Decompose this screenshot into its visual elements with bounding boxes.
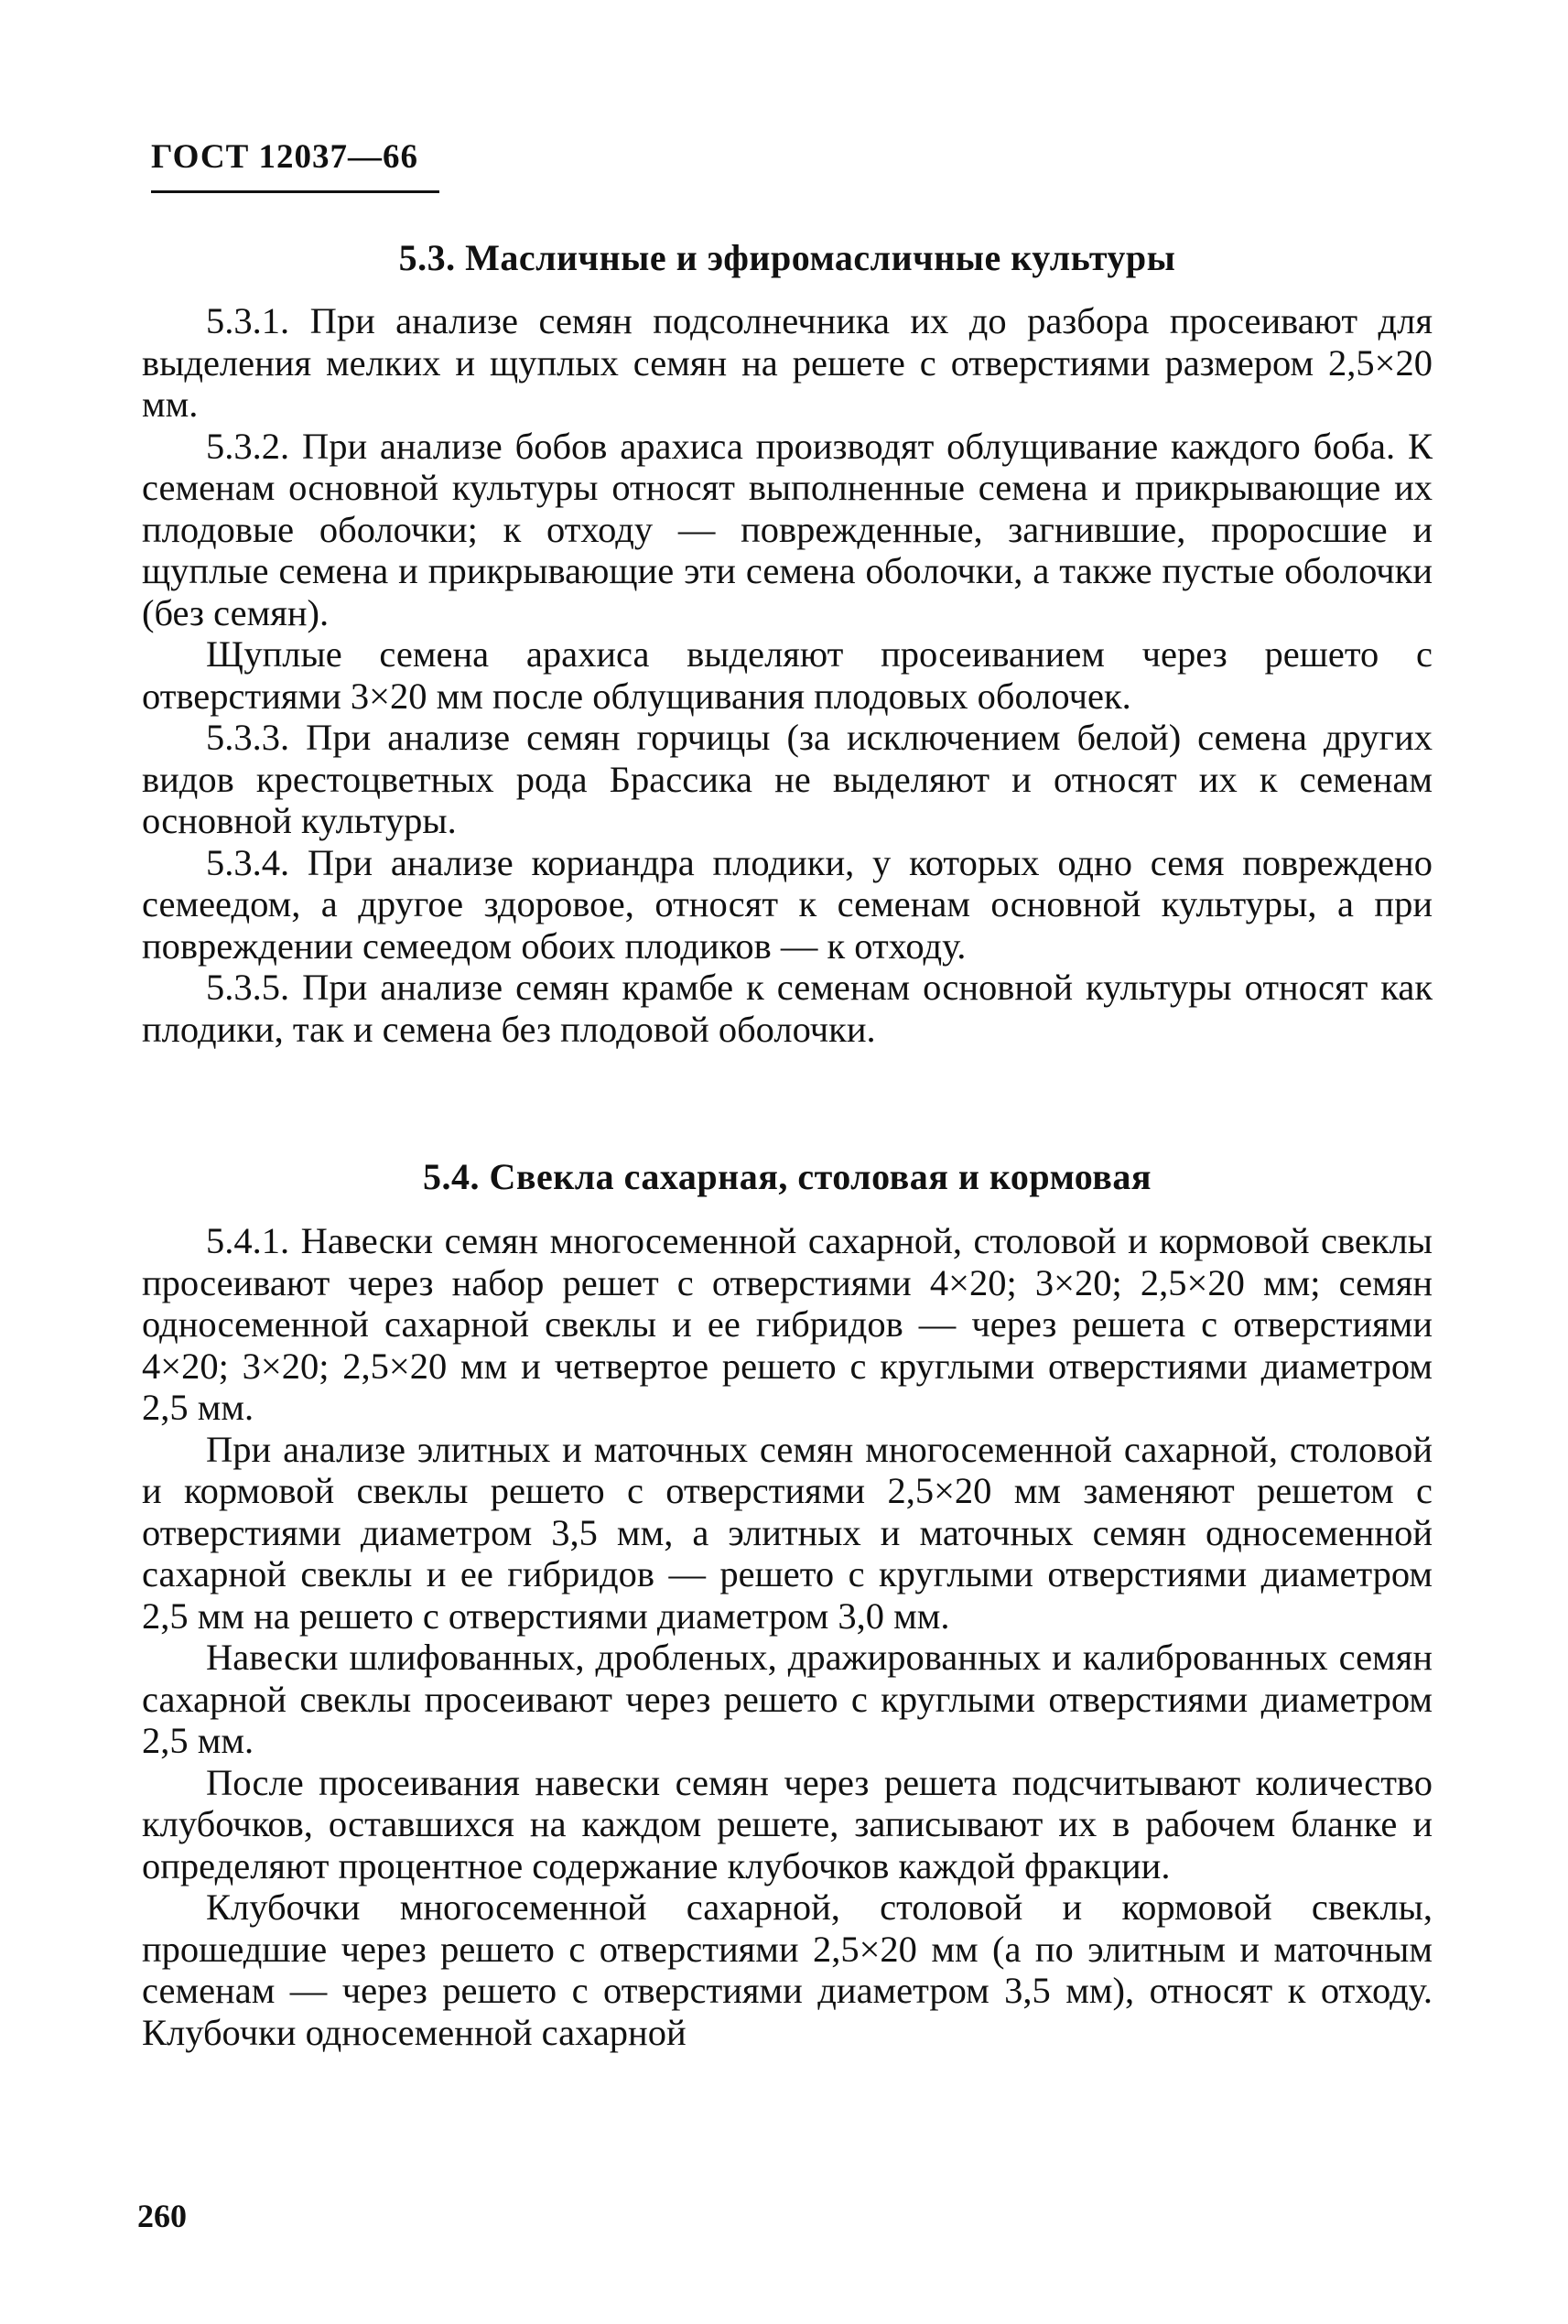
header-rule bbox=[151, 190, 439, 193]
section-heading: 5.4. Свекла сахарная, столовая и кормовая bbox=[422, 1156, 1152, 1197]
paragraph: 5.4.1. Навески семян многосеменной сахарной, столовой и кормовой свеклы просеивают через набор решет с отверстиями 4×20; 3×20; 2,5×20 мм; семян односеменной сахарной свеклы и ее гибридов — через решета с отверстиями 4×20; 3×20; 2,5×20 мм и четвертое решето с круглыми отверстиями диаметром 2,5 мм. bbox=[142, 1220, 1433, 1428]
paragraph: 5.3.4. При анализе кориандра плодики, у которых одно семя повреждено семеедом, а другое здоровое, относят к семенам основной культуры, а при повреждении семеедом обоих плодиков — к отходу. bbox=[142, 841, 1433, 967]
paragraph: 5.3.1. При анализе семян подсолнечника их до разбора просеивают для выделения мелких и щуплых семян на решете с отверстиями размером 2,5×20 мм. bbox=[142, 300, 1433, 425]
paragraph: 5.3.2. При анализе бобов арахиса производят облущивание каждого боба. К семенам основной культуры относят выполненные семена и прикрывающие их плодовые оболочки; к отходу — поврежденные, загнившие, проросшие и щуплые семена и прикрывающие эти семена оболочки, а также пустые оболочки (без семян). bbox=[142, 425, 1433, 633]
paragraph: 5.3.3. При анализе семян горчицы (за исключением белой) семена других видов крестоцветных рода Брассика не выделяют и относят их к семенам основной культуры. bbox=[142, 717, 1433, 841]
paragraph: После просеивания навески семян через решета подсчитывают количество клубочков, оставшихся на каждом решете, записывают их в рабочем бланке и определяют процентное содержание клубочков каждой фракции. bbox=[142, 1761, 1433, 1886]
section-5-3-heading-block bbox=[142, 236, 1433, 279]
section-5-4-heading-block bbox=[142, 1155, 1433, 1198]
paragraph: Навески шлифованных, дробленых, дражированных и калиброванных семян сахарной свеклы просеивают через решето с круглыми отверстиями диаметром 2,5 мм. bbox=[142, 1637, 1433, 1761]
paragraph: Клубочки многосеменной сахарной, столовой и кормовой свеклы, прошедшие через решето с отверстиями 2,5×20 мм (а по элитным и маточным семенам — через решето с отверстиями диаметром 3,5 мм), относят к отходу. Клубочки односеменной сахарной bbox=[142, 1886, 1433, 2053]
paragraph: Щуплые семена арахиса выделяют просеиванием через решето с отверстиями 3×20 мм после облущивания плодовых оболочек. bbox=[142, 633, 1433, 717]
page-number: 260 bbox=[137, 2198, 187, 2234]
section-heading: 5.3. Масличные и эфиромасличные культуры bbox=[398, 237, 1176, 278]
section-5-4-body bbox=[142, 1220, 1433, 2053]
section-5-3-body bbox=[142, 300, 1433, 1050]
paragraph: При анализе элитных и маточных семян многосеменной сахарной, столовой и кормовой свеклы решето с отверстиями 2,5×20 мм заменяют решетом с отверстиями диаметром 3,5 мм, а элитных и маточных семян односеменной сахарной свеклы и ее гибридов — решето с круглыми отверстиями диаметром 2,5 мм на решето с отверстиями диаметром 3,0 мм. bbox=[142, 1428, 1433, 1637]
paragraph: 5.3.5. При анализе семян крамбе к семенам основной культуры относят как плодики, так и семена без плодовой оболочки. bbox=[142, 967, 1433, 1050]
running-header: ГОСТ 12037—66 bbox=[151, 138, 418, 176]
